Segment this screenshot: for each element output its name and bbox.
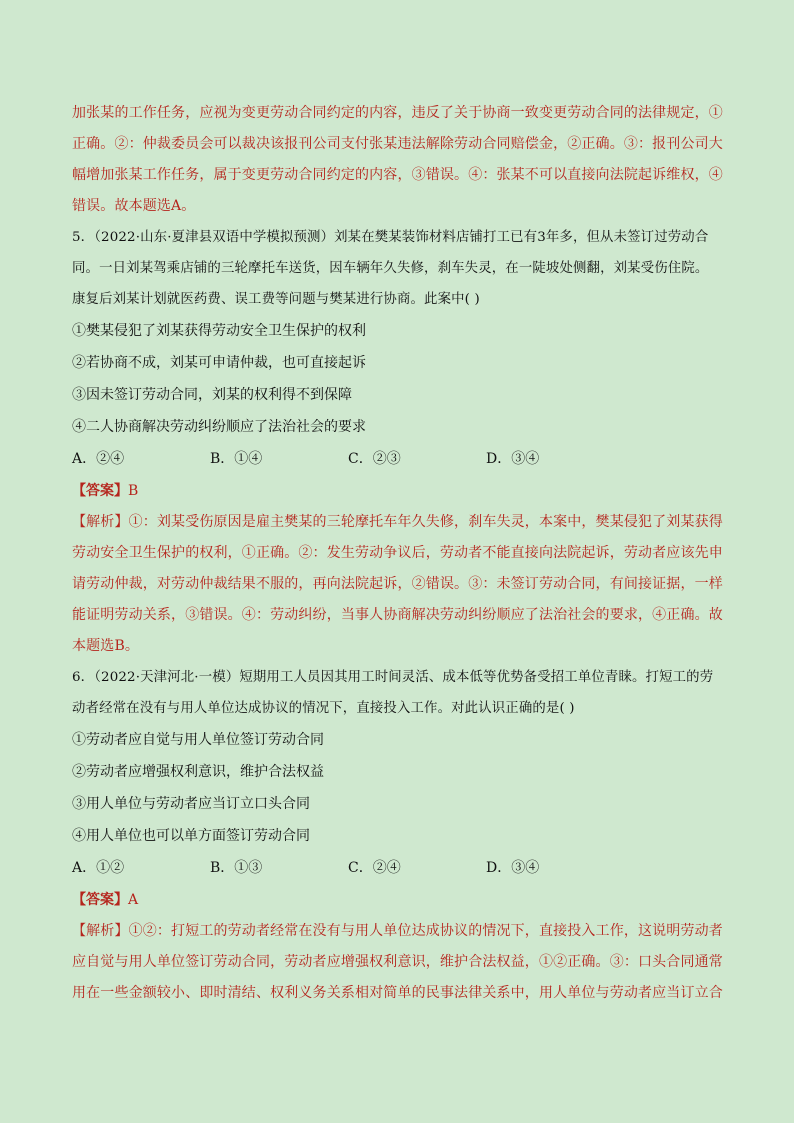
- answer-value: B: [128, 483, 139, 499]
- choice-a: A．①②: [72, 860, 125, 876]
- text-line: 正确。②：仲裁委员会可以裁决该报刊公司支付张某违法解除劳动合同赔偿金，②正确。③：报刊公司大: [72, 136, 723, 152]
- question-5-statements: [72, 315, 724, 443]
- text-line: 能证明劳动关系，③错误。④：劳动纠纷，当事人协商解决劳动纠纷顺应了法治社会的要求，④正确。故: [72, 607, 723, 623]
- question-5-stem: [72, 222, 724, 315]
- statement-item: ①劳动者应自觉与用人单位签订劳动合同: [72, 732, 324, 748]
- choice-d: D．③④: [486, 451, 540, 467]
- text-line: 本题选B。: [72, 638, 140, 654]
- statement-item: ③用人单位与劳动者应当订立口头合同: [72, 796, 310, 812]
- choice-c: C．②③: [348, 451, 401, 467]
- text-line: 幅增加张某工作任务，属于变更劳动合同约定的内容，③错误。④：张某不可以直接向法院起诉维权，④: [72, 167, 723, 183]
- question-5-answer: [72, 475, 724, 507]
- question-6-analysis: [72, 916, 724, 1009]
- choice-b: B．①③: [210, 860, 263, 876]
- answer-value: A: [128, 892, 139, 908]
- statement-item: ②劳动者应增强权利意识，维护合法权益: [72, 764, 324, 780]
- question-6-statements: [72, 724, 724, 852]
- question-5-choices: [72, 443, 724, 475]
- question-5-analysis: [72, 507, 724, 662]
- question-6-choices: [72, 852, 724, 884]
- previous-analysis-continuation: [72, 98, 724, 222]
- text-line: 应自觉与用人单位签订劳动合同，劳动者应增强权利意识，维护合法权益，①②正确。③：口头合同通常: [72, 954, 723, 970]
- question-6-answer: [72, 884, 724, 916]
- statement-item: ④用人单位也可以单方面签订劳动合同: [72, 828, 310, 844]
- text-line: 5．（2022·山东·夏津县双语中学模拟预测）刘某在樊某装饰材料店铺打工已有3年多，但从未签订过劳动合: [72, 230, 709, 245]
- choice-d: D．③④: [486, 860, 540, 876]
- statement-item: ④二人协商解决劳动纠纷顺应了法治社会的要求: [72, 419, 366, 435]
- text-line: 加张某的工作任务，应视为变更劳动合同约定的内容，违反了关于协商一致变更劳动合同的法律规定，①: [72, 105, 723, 121]
- text-line: 动者经常在没有与用人单位达成协议的情况下，直接投入工作。对此认识正确的是( ): [72, 701, 575, 716]
- text-line: 【解析】①：刘某受伤原因是雇主樊某的三轮摩托车年久失修，刹车失灵，本案中，樊某侵犯了刘某获得: [72, 514, 723, 530]
- choice-c: C．②④: [348, 860, 401, 876]
- text-line: 错误。故本题选A。: [72, 198, 196, 214]
- text-line: 【解析】①②：打短工的劳动者经常在没有与用人单位达成协议的情况下，直接投入工作，这说明劳动者: [72, 923, 723, 939]
- choice-b: B．①④: [210, 451, 263, 467]
- choice-a: A．②④: [72, 451, 125, 467]
- statement-item: ③因未签订劳动合同，刘某的权利得不到保障: [72, 387, 352, 403]
- text-line: 劳动安全卫生保护的权利，①正确。②：发生劳动争议后，劳动者不能直接向法院起诉，劳动者应该先申: [72, 545, 723, 561]
- text-line: 6．（2022·天津河北·一模）短期用工人员因其用工时间灵活、成本低等优势备受招工单位青睐。打短工的劳: [72, 670, 714, 685]
- answer-tag: 【答案】: [72, 483, 128, 499]
- statement-item: ①樊某侵犯了刘某获得劳动安全卫生保护的权利: [72, 323, 366, 339]
- text-line: 用在一些金额较小、即时清结、权利义务关系相对简单的民事法律关系中，用人单位与劳动者应当订立合: [72, 985, 723, 1001]
- statement-item: ②若协商不成，刘某可申请仲裁，也可直接起诉: [72, 355, 366, 371]
- text-line: 请劳动仲裁，对劳动仲裁结果不服的，再向法院起诉，②错误。③：未签订劳动合同，有间接证据，一样: [72, 576, 723, 592]
- text-line: 康复后刘某计划就医药费、误工费等问题与樊某进行协商。此案中( ): [72, 292, 480, 307]
- answer-tag: 【答案】: [72, 892, 128, 908]
- question-6-stem: [72, 662, 724, 724]
- text-line: 同。一日刘某驾乘店铺的三轮摩托车送货，因车辆年久失修，刹车失灵，在一陡坡处侧翻，刘某受伤住院。: [72, 261, 709, 276]
